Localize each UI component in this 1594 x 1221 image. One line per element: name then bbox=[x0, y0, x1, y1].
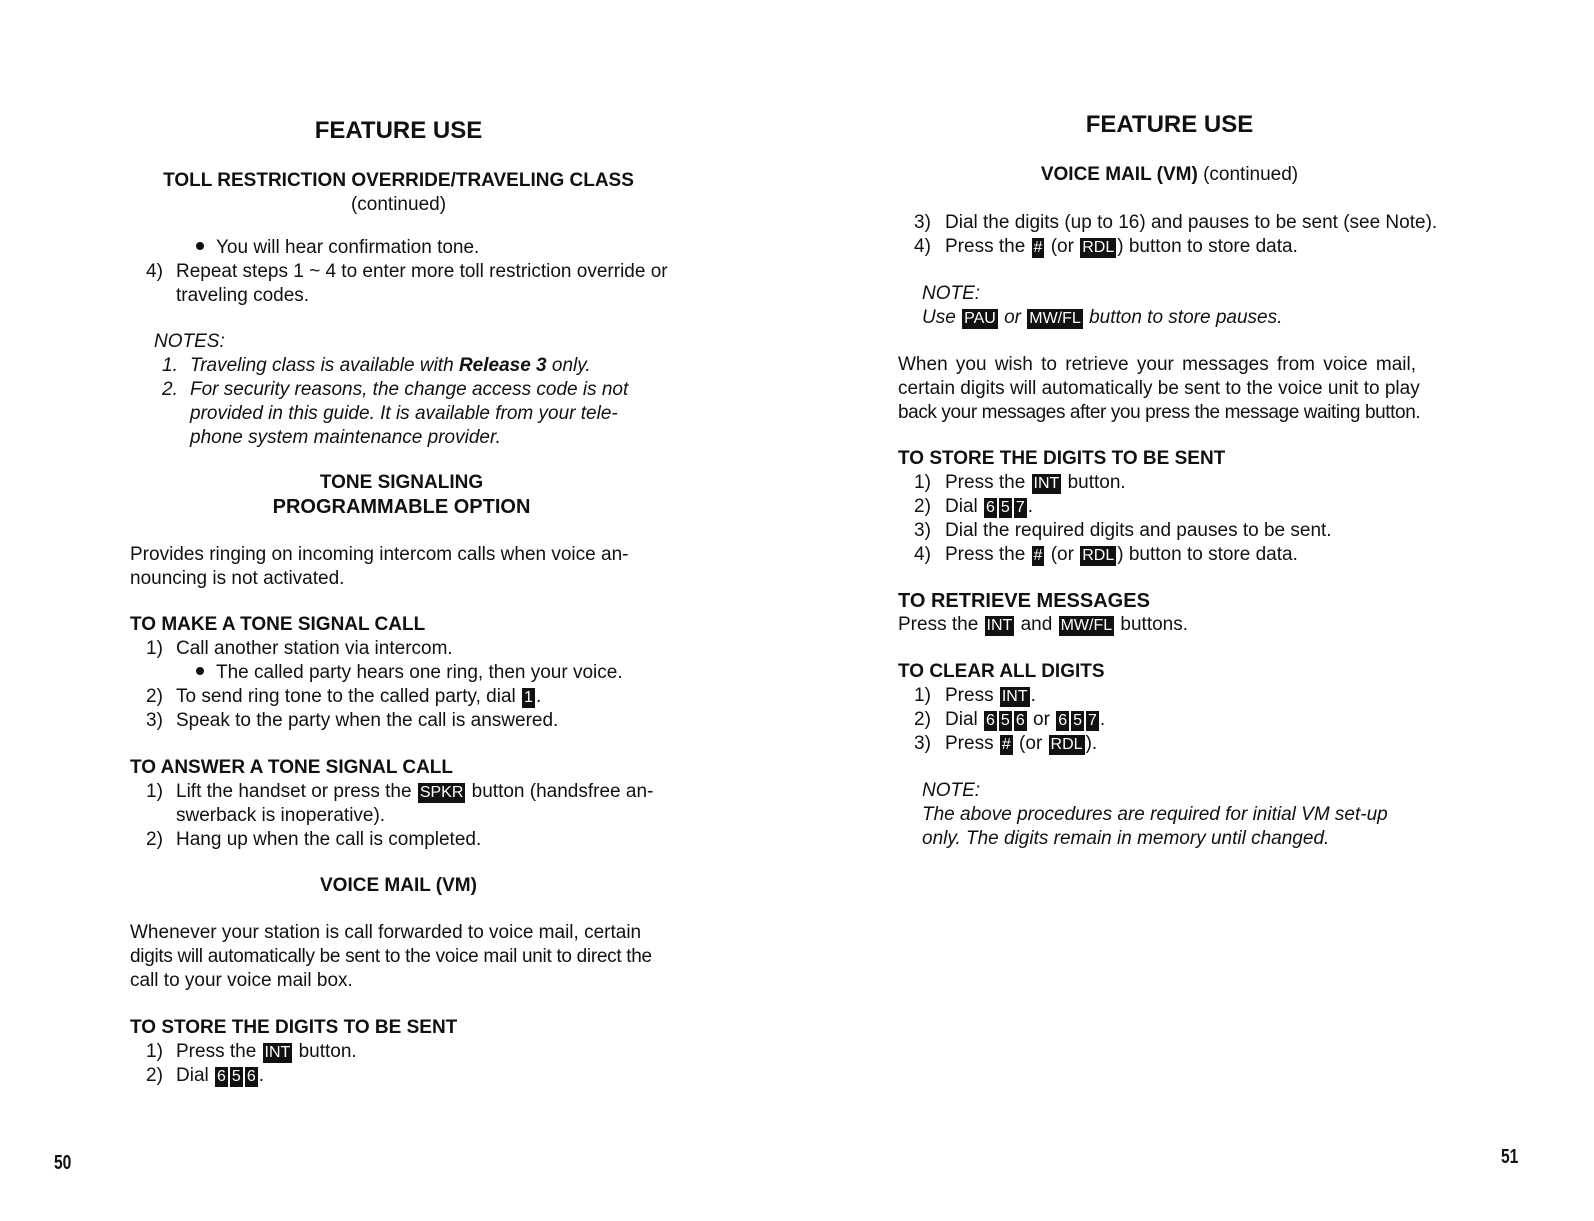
store-step1-num: 1) bbox=[146, 1041, 163, 1062]
toll-step4-line1: Repeat steps 1 ~ 4 to enter more toll restriction override or bbox=[176, 261, 668, 282]
make-bullet: The called party hears one ring, then your voice. bbox=[196, 661, 623, 685]
store-step4-right: Press the # (or RDL ) button to store data. bbox=[945, 544, 1298, 565]
note1-text: Traveling class is available with Release 3 only. bbox=[190, 355, 591, 376]
vm-step4-num: 4) bbox=[914, 236, 931, 257]
key-5: 5 bbox=[231, 1068, 241, 1085]
key-rdl: RDL bbox=[1082, 547, 1115, 564]
retrieve-para-line1: When you wish to retrieve your messages from voice mail, bbox=[898, 354, 1417, 375]
retrieve-messages-heading: TO RETRIEVE MESSAGES bbox=[898, 590, 1150, 612]
clear-step1-num: 1) bbox=[914, 685, 931, 706]
note2-line3: phone system maintenance provider. bbox=[190, 427, 501, 448]
store-step1: Press the INT button. bbox=[176, 1041, 357, 1062]
make-step2: To send ring tone to the called party, dial 1 . bbox=[176, 686, 542, 707]
clear-digits-heading: TO CLEAR ALL DIGITS bbox=[898, 661, 1105, 682]
tone-signaling-heading: TONE SIGNALING bbox=[319, 472, 484, 493]
key-1: 1 bbox=[524, 689, 533, 706]
notes-label: NOTES: bbox=[154, 331, 225, 352]
vm-para-line3: call to your voice mail box. bbox=[130, 970, 353, 991]
clear-step2: Dial 6 5 6 or 6 5 7 . bbox=[945, 709, 1106, 730]
answer-step2: Hang up when the call is completed. bbox=[176, 829, 482, 850]
key-6: 6 bbox=[986, 499, 995, 516]
tone-para-line2: nouncing is not activated. bbox=[130, 568, 345, 589]
final-note-line2: only. The digits remain in memory until changed. bbox=[922, 828, 1330, 849]
right-page bbox=[797, 0, 1594, 1221]
store-step3-right: Dial the required digits and pauses to be sent. bbox=[945, 520, 1332, 541]
store-digits-heading: TO STORE THE DIGITS TO BE SENT bbox=[130, 1017, 458, 1038]
note-text: Use PAU or MW/FL button to store pauses. bbox=[922, 307, 1283, 328]
make-step1-num: 1) bbox=[146, 638, 163, 659]
answer-step2-num: 2) bbox=[146, 829, 163, 850]
page-number-left: 50 bbox=[54, 1152, 72, 1174]
store-step2: Dial 6 5 6 . bbox=[176, 1065, 265, 1086]
final-note-label: NOTE: bbox=[922, 780, 981, 801]
key-rdl: RDL bbox=[1082, 239, 1115, 256]
answer-step1-num: 1) bbox=[146, 781, 163, 802]
answer-tone-call-heading: TO ANSWER A TONE SIGNAL CALL bbox=[130, 757, 454, 778]
store-step2-num: 2) bbox=[146, 1065, 163, 1086]
bullet-icon bbox=[196, 667, 204, 675]
clear-step3-num: 3) bbox=[914, 733, 931, 754]
key-hash: # bbox=[1033, 239, 1043, 256]
key-6: 6 bbox=[217, 1068, 226, 1085]
note1-num: 1. bbox=[162, 355, 178, 376]
make-step3: Speak to the party when the call is answered. bbox=[176, 710, 559, 731]
clear-step3: Press # (or RDL ). bbox=[945, 733, 1098, 754]
key-pau: PAU bbox=[964, 310, 996, 327]
key-7: 7 bbox=[1088, 712, 1097, 729]
key-int: INT bbox=[1001, 688, 1028, 705]
note2-line1: For security reasons, the change access code is not bbox=[190, 379, 629, 400]
programmable-option-heading: PROGRAMMABLE OPTION bbox=[272, 496, 531, 518]
note2-line2: provided in this guide. It is available from your tele- bbox=[190, 403, 618, 424]
key-mwfl: MW/FL bbox=[1029, 310, 1081, 327]
bullet-icon bbox=[196, 242, 204, 250]
store-step2-num-right: 2) bbox=[914, 496, 931, 517]
key-6: 6 bbox=[1015, 712, 1025, 729]
key-6: 6 bbox=[246, 1068, 256, 1085]
toll-step4-num: 4) bbox=[146, 261, 163, 282]
voice-mail-continued-heading: VOICE MAIL (VM) (continued) bbox=[1040, 164, 1299, 185]
key-5: 5 bbox=[1073, 712, 1082, 729]
make-step3-num: 3) bbox=[146, 710, 163, 731]
toll-step4-line2: traveling codes. bbox=[176, 285, 310, 306]
key-int: INT bbox=[264, 1044, 291, 1061]
final-note-line1: The above procedures are required for initial VM set-up bbox=[922, 804, 1388, 825]
answer-step1: Lift the handset or press the SPKR button (handsfree an- bbox=[176, 781, 654, 802]
retrieve-messages-text: Press the INT and MW/FL buttons. bbox=[898, 614, 1189, 635]
store-step3-num-right: 3) bbox=[914, 520, 931, 541]
key-6: 6 bbox=[986, 712, 995, 729]
store-step2-right: Dial 6 5 7 . bbox=[945, 496, 1034, 517]
store-step1-right: Press the INT button. bbox=[945, 472, 1126, 493]
key-hash: # bbox=[1033, 547, 1043, 564]
key-hash: # bbox=[1001, 736, 1011, 753]
retrieve-para-line2: certain digits will automatically be sent to the voice unit to play bbox=[898, 378, 1420, 399]
clear-step1: Press INT . bbox=[945, 685, 1036, 706]
key-mwfl: MW/FL bbox=[1060, 617, 1113, 634]
voice-mail-heading: VOICE MAIL (VM) bbox=[320, 875, 477, 896]
key-6: 6 bbox=[1058, 712, 1068, 729]
right-page-title: FEATURE USE bbox=[1085, 111, 1254, 138]
vm-step4: Press the # (or RDL ) button to store data. bbox=[945, 236, 1298, 257]
store-step1-num-right: 1) bbox=[914, 472, 931, 493]
left-page-title: FEATURE USE bbox=[314, 117, 483, 144]
note-label: NOTE: bbox=[922, 283, 981, 304]
key-rdl: RDL bbox=[1050, 736, 1083, 753]
key-7: 7 bbox=[1015, 499, 1025, 516]
key-5: 5 bbox=[1000, 499, 1010, 516]
toll-continued: (continued) bbox=[350, 194, 447, 215]
page-number-right: 51 bbox=[1501, 1146, 1519, 1168]
vm-step3: Dial the digits (up to 16) and pauses to be sent (see Note). bbox=[945, 212, 1438, 233]
vm-para-line1: Whenever your station is call forwarded to voice mail, certain bbox=[130, 922, 642, 943]
toll-bullet: You will hear confirmation tone. bbox=[196, 236, 479, 260]
clear-step2-num: 2) bbox=[914, 709, 931, 730]
answer-step1-line2: swerback is inoperative). bbox=[176, 805, 386, 826]
key-int: INT bbox=[1033, 475, 1060, 492]
key-int: INT bbox=[986, 617, 1013, 634]
key-5: 5 bbox=[1000, 712, 1010, 729]
note2-num: 2. bbox=[162, 379, 178, 400]
make-step2-num: 2) bbox=[146, 686, 163, 707]
vm-step3-num: 3) bbox=[914, 212, 931, 233]
tone-para-line1: Provides ringing on incoming intercom calls when voice an- bbox=[130, 544, 629, 565]
make-tone-call-heading: TO MAKE A TONE SIGNAL CALL bbox=[130, 614, 426, 635]
make-step1: Call another station via intercom. bbox=[176, 638, 453, 659]
retrieve-para-line3: back your messages after you press the message waiting button. bbox=[898, 402, 1421, 423]
key-spkr: SPKR bbox=[419, 784, 464, 801]
store-step4-num-right: 4) bbox=[914, 544, 931, 565]
vm-para-line2: digits will automatically be sent to the voice mail unit to direct the bbox=[130, 946, 652, 967]
toll-restriction-heading: TOLL RESTRICTION OVERRIDE/TRAVELING CLASS bbox=[163, 170, 634, 191]
store-digits-heading-right: TO STORE THE DIGITS TO BE SENT bbox=[898, 448, 1226, 469]
